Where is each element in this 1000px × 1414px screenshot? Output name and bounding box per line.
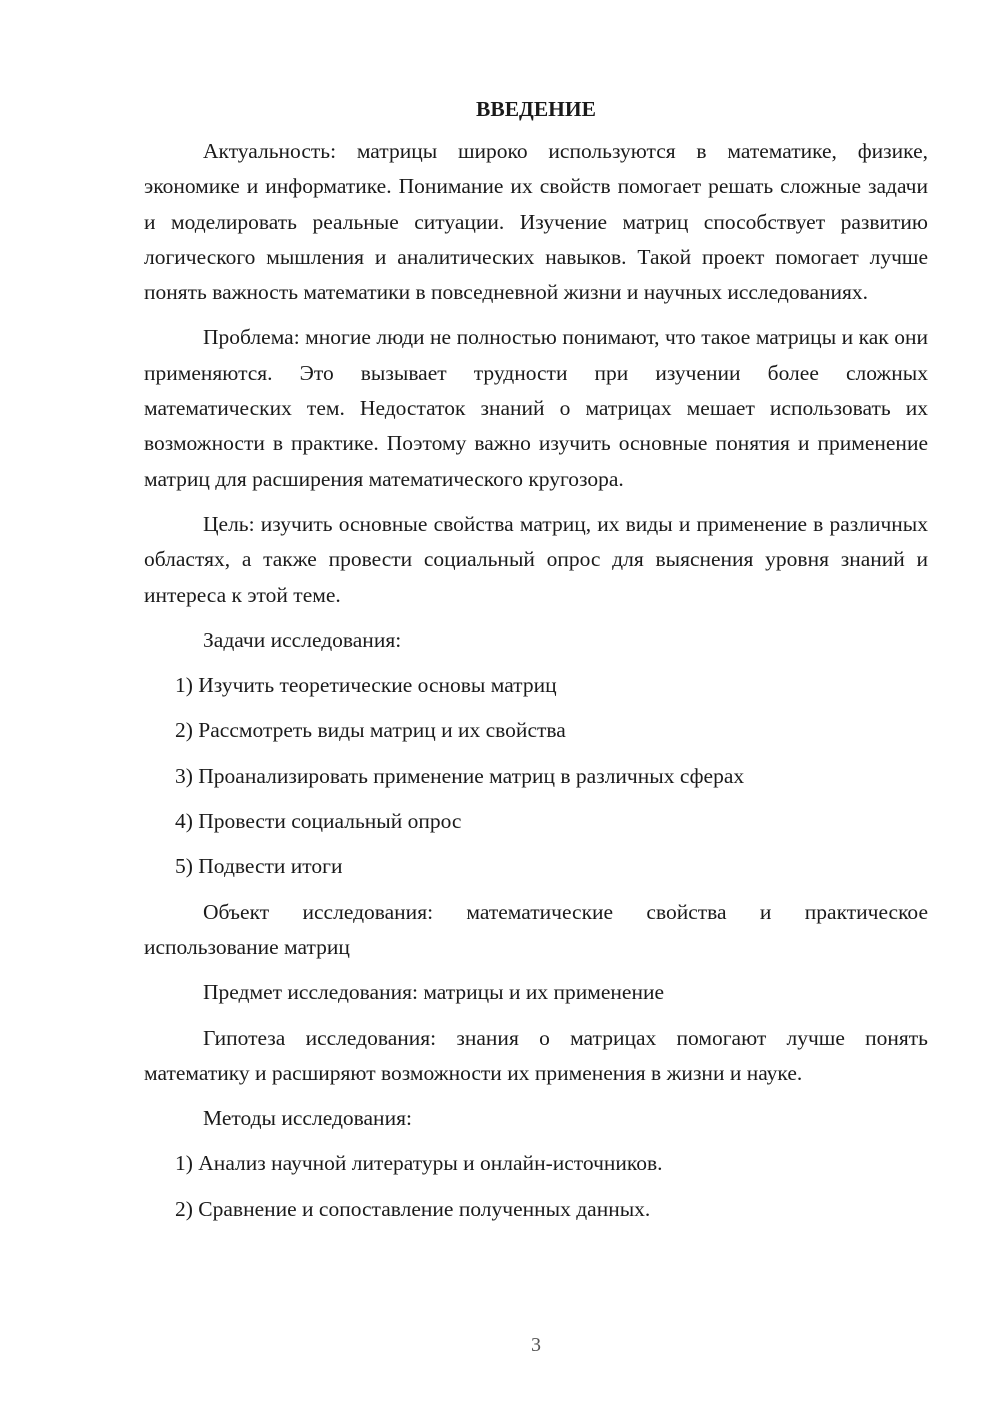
subject-paragraph: Предмет исследования: матрицы и их применение: [203, 980, 665, 1005]
task-item: 4) Провести социальный опрос: [175, 809, 462, 834]
tasks-list: [144, 668, 928, 884]
object-paragraph: Объект исследования: математические свойства и практическое использование матриц: [144, 899, 928, 959]
task-item: 2) Рассмотреть виды матриц и их свойства: [175, 718, 566, 743]
relevance-paragraph: Актуальность: матрицы широко используются в математике, физике, экономике и информатике. Понимание их свойств помогает решать сложные задачи и моделировать реальные ситуации. Изучение матриц способствует развитию логического мышления и аналитических навыков. Такой проект помогает лучше понять важность математики в повседневной жизни и научных исследованиях.: [144, 139, 928, 305]
task-item: 3) Проанализировать применение матриц в различных сферах: [175, 763, 745, 788]
hypothesis-paragraph: Гипотеза исследования: знания о матрицах помогают лучше понять математику и расширяют возможности их применения в жизни и науке.: [144, 1025, 928, 1085]
goal-paragraph: Цель: изучить основные свойства матриц, их виды и применение в различных областях, а также провести социальный опрос для выяснения уровня знаний и интереса к этой теме.: [144, 511, 928, 607]
method-item: 2) Сравнение и сопоставление полученных данных.: [175, 1196, 651, 1221]
page-title: ВВЕДЕНИЕ: [476, 97, 596, 121]
task-item: 1) Изучить теоретические основы матриц: [175, 673, 557, 698]
page-content: [144, 92, 928, 1237]
task-item: 5) Подвести итоги: [175, 854, 343, 879]
methods-label: Методы исследования:: [203, 1106, 412, 1131]
method-item: 1) Анализ научной литературы и онлайн-источников.: [175, 1151, 663, 1176]
methods-list: [144, 1146, 928, 1227]
tasks-label: Задачи исследования:: [203, 627, 402, 652]
page-number: 3: [531, 1334, 541, 1356]
problem-paragraph: Проблема: многие люди не полностью понимают, что такое матрицы и как они применяются. Это вызывает трудности при изучении более сложных математических тем. Недостаток знаний о матрицах мешает использовать их возможности в практике. Поэтому важно изучить основные понятия и применение матриц для расширения математического кругозора.: [144, 325, 928, 491]
